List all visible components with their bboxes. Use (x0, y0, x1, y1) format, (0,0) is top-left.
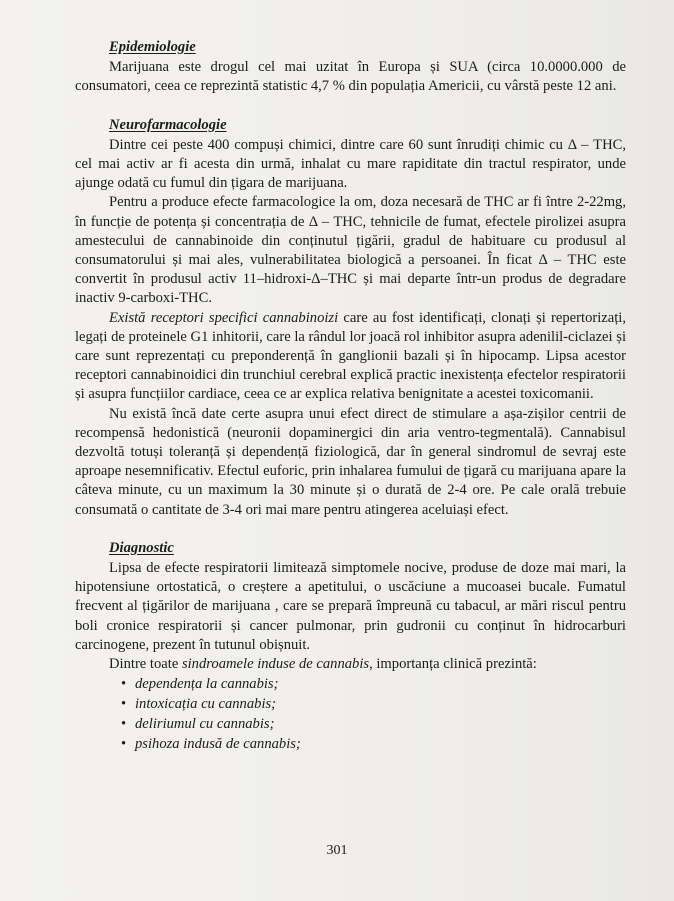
paragraph-receptors (75, 309, 626, 405)
paragraph: Pentru a produce efecte farmacologice la om, doza necesară de THC ar fi între 2-22mg, în funcție de potența și concentrația de Δ – THC, tehnicile de fumat, efectele pirolizei asupra amestecului de cannabinoide din conținutul țigării, gradul de habituare cu produsul al consumatorului și mai ales, vulnerabilitatea biologică a persoanei. În ficat Δ – THC este convertit în produsul activ 11–hidroxi-Δ–THC și mai departe într-un produs de degradare inactiv 9-carboxi-THC. (75, 194, 626, 307)
paragraph-text: Dintre toate (109, 656, 182, 673)
paragraph: Lipsa de efecte respiratorii limitează simptomele nocive, produse de doze mai mari, la hipotensiune ortostatică, o creștere a apetitului, o uscăciune a mucoasei bucale. Fumatul frecvent al țigărilor de marijuana , care se prepară împreună cu tabacul, ar mări riscul pentru boli cronice respiratorii și cancer pulmonar, prin gudronii cu conținut în hidrocarburi carcinogene, prezent în tutunul obișnuit. (75, 560, 626, 653)
paragraph: Nu există încă date certe asupra unui efect direct de stimulare a așa-zișilor centrii de recompensă hedonistică (neuronii dopaminergici din aria ventro-tegmentală). Cannabisul dezvoltă totuși toleranță și dependență fiziologică, dar în general sindromul de sevraj este aproape nesemnificativ. Efectul euforic, prin inhalarea fumului de țigară cu marijuana apare la câteva minute, cu un maximum la 30 minute și o durată de 2-4 ore. Pe cale orală trebuie consumată o cantitate de 3-4 ori mai mare pentru atingerea aceluiași efect. (75, 405, 626, 518)
heading-neurofarmacologie: Neurofarmacologie (109, 116, 227, 133)
page-number: 301 (326, 843, 348, 858)
bullet-icon: • (121, 716, 127, 733)
syndrome-list (75, 674, 626, 754)
heading-diagnostic: Diagnostic (109, 539, 174, 556)
bullet-icon: • (121, 696, 127, 713)
paragraph-text: care au fost identificați, clonați și repertorizați, legați de proteinele G1 inhitorii, care la rândul lor joacă rol inhibitor asupra adenilil-ciclazei și care sunt reprezentați cu preponderență în ganglionii bazali și în hipocamp. Lipsa acestor receptori cannabinoidici din trunchiul cerebral explică practic inexistența efectelor respiratorii și asupra funcțiilor cardiace, ceea ce ar explica relativa benignitate a acestei toxicomanii. (75, 309, 626, 403)
bullet-icon: • (121, 736, 127, 753)
paragraph-text: , importanța clinică prezintă: (369, 656, 537, 673)
list-item: • psihoza indusă de cannabis; (121, 736, 301, 753)
italic-phrase: Există receptori specifici cannabinoizi (109, 309, 339, 326)
section-diagnostic (75, 539, 626, 754)
list-item: • dependența la cannabis; (121, 676, 279, 693)
paragraph: Dintre cei peste 400 compuși chimici, dintre care 60 sunt înrudiți chimic cu Δ – THC, cel mai activ ar fi acesta din urmă, inhalat cu mare rapiditate din tractul respirator, unde ajunge odată cu fumul din țigara de marijuana. (75, 136, 626, 192)
heading-epidemiology: Epidemiologie (109, 39, 196, 55)
section-neurofarmacologie (75, 116, 626, 520)
page-content (75, 38, 626, 754)
paragraph-syndromes (75, 655, 626, 674)
italic-phrase: sindroamele induse de cannabis (181, 656, 370, 673)
list-item: • intoxicația cu cannabis; (121, 696, 277, 713)
section-epidemiology (75, 38, 626, 97)
list-item: • deliriumul cu cannabis; (121, 716, 275, 733)
paragraph: Marijuana este drogul cel mai uzitat în Europa și SUA (circa 10.0000.000 de consumatori, ceea ce reprezintă statistic 4,7 % din populația Americii, cu vârstă peste 12 ani. (75, 59, 626, 95)
bullet-icon: • (121, 676, 127, 693)
